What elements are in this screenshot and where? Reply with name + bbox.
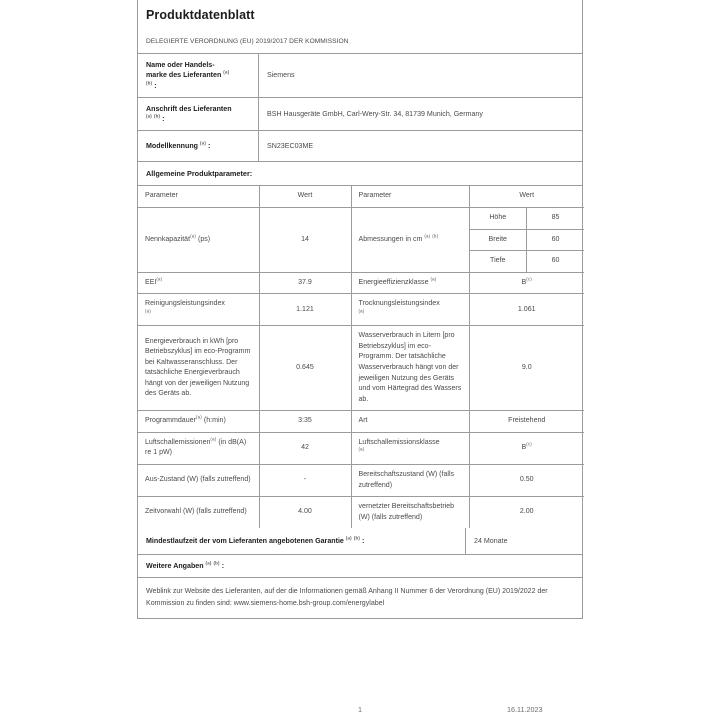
noise-emissions-label-text: Luftschallemissionen xyxy=(145,438,211,446)
dimension-name-height: Höhe xyxy=(470,208,527,229)
dimension-value-height: 85 xyxy=(527,208,585,229)
supplier-name-value: Siemens xyxy=(267,71,295,80)
footnote-marker-a: (a) xyxy=(145,308,151,314)
footnote-marker-b: (b) xyxy=(432,233,439,239)
supplier-name-label-line2: marke des Lieferanten xyxy=(146,71,222,80)
drying-index-label xyxy=(351,294,469,326)
supplier-address-label: Anschrift des Lieferanten $^{(a)}$ $^{(b)}$ : xyxy=(138,98,259,131)
dimension-name-depth: Tiefe xyxy=(470,251,527,272)
table-row-duration-type xyxy=(138,411,584,433)
general-parameters-heading: Allgemeine Produktparameter: xyxy=(138,162,582,186)
table-row-noise xyxy=(138,432,584,464)
warranty-row xyxy=(138,528,582,555)
noise-class-label xyxy=(351,432,469,464)
dimension-row-depth xyxy=(470,251,585,272)
cleaning-index-label-text: Reinigungsleistungsindex xyxy=(145,300,225,308)
off-mode-label: Aus-Zustand (W) (falls zutreffend) xyxy=(138,464,259,496)
dimension-value-depth: 60 xyxy=(551,257,560,265)
footnote-marker-b: (b) xyxy=(153,113,161,119)
networked-standby-value: 2.00 xyxy=(519,508,534,516)
eei-value: 37.9 xyxy=(259,272,351,294)
header-value-left: Wert xyxy=(259,186,351,207)
energy-consumption-value: 0.645 xyxy=(259,326,351,411)
delay-start-value: 4.00 xyxy=(259,497,351,529)
supplier-address-row xyxy=(138,98,582,132)
capacity-label xyxy=(138,207,259,272)
networked-standby-label: vernetzter Bereitschaftsbetrieb (W) (falls zutreffend) xyxy=(351,497,469,529)
noise-emissions-value: 42 xyxy=(259,432,351,464)
capacity-value: 14 xyxy=(259,207,351,272)
warranty-label: Mindestlaufzeit der vom Lieferanten angebotenen Garantie $^{(a)}$ $^{(b)}$ : xyxy=(138,528,466,554)
cleaning-index-value: 1.121 xyxy=(259,294,351,326)
warranty-value: 24 Monate xyxy=(474,537,508,546)
table-row-consumption xyxy=(138,326,584,411)
page-number: 1 xyxy=(358,705,362,714)
footnote-marker-a: (a) xyxy=(190,233,197,239)
footnote-marker-b: (b) xyxy=(213,560,220,566)
drying-index-value: 1.061 xyxy=(469,294,584,326)
table-row-indices xyxy=(138,294,584,326)
header-value-right: Wert xyxy=(469,186,584,207)
model-identifier-label: Modellkennung $^{(a)}$ : xyxy=(138,131,259,161)
energy-class-value-text: B xyxy=(521,278,527,286)
program-duration-label-text: Programmdauer xyxy=(145,417,196,425)
eei-label xyxy=(138,272,259,294)
drying-index-label-text: Trocknungsleistungsindex xyxy=(358,300,440,308)
table-row-eei-class xyxy=(138,272,584,294)
water-consumption-value: 9.0 xyxy=(469,326,584,411)
capacity-unit: (ps) xyxy=(198,235,211,243)
model-identifier-value: SN23EC03ME xyxy=(267,142,314,151)
footnote-marker-b: (b) xyxy=(146,80,153,86)
footnote-marker-c: (c) xyxy=(526,276,532,282)
footnote-marker-a: (a) xyxy=(195,414,202,420)
energy-class-value xyxy=(469,272,584,294)
dimension-row-width xyxy=(470,229,585,251)
noise-class-value xyxy=(469,432,584,464)
energy-class-label xyxy=(351,272,469,294)
footnote-marker-a: (a) xyxy=(156,276,163,282)
noise-emissions-unit: (in dB(A) re 1 pW) xyxy=(145,438,247,457)
appliance-type-value: Freistehend xyxy=(469,411,584,433)
footnote-marker-a: (a) xyxy=(146,113,152,119)
eei-label-text: EEI xyxy=(145,278,157,286)
further-info-label-text: Weitere Angaben xyxy=(146,562,204,571)
footnote-marker-a: (a) xyxy=(358,447,365,453)
footnote-marker-a: (a) xyxy=(345,535,352,541)
supplier-name-row xyxy=(138,54,582,98)
program-duration-unit: (h:min) xyxy=(203,417,226,425)
dimension-name-width: Breite xyxy=(470,229,527,251)
supplier-address-label-text: Anschrift des Lieferanten xyxy=(146,104,232,113)
dimensions-label xyxy=(351,207,469,272)
supplier-weblink-text: Weblink zur Website des Lieferanten, auf der die Informationen gemäß Anhang II Nummer 6 der Verordnung (EU) 2019/2022 der Kommission zu finden sind: www.siemens-home.bsh-group.com/energylabel xyxy=(146,588,548,607)
dimension-value-width: 60 xyxy=(527,229,585,251)
model-identifier-row xyxy=(138,131,582,162)
product-fiche-sheet xyxy=(137,0,583,619)
product-fiche-page xyxy=(137,0,583,619)
capacity-label-text: Nennkapazität xyxy=(145,235,191,243)
supplier-name-label-line1: Name oder Handels- xyxy=(146,61,215,69)
energy-class-label-text: Energieeffizienzklasse xyxy=(358,278,429,286)
appliance-type-label: Art xyxy=(351,411,469,433)
footnote-marker-a: (a) xyxy=(358,308,365,314)
header-parameter-left: Parameter xyxy=(138,186,259,207)
water-consumption-label: Wasserverbrauch in Litern [pro Betriebszyklus] im eco-Programm. Der tatsächliche Wasserverbrauch hängt von der jeweiligen Nutzung des Geräts und vom Härtegrad des Wassers ab. xyxy=(351,326,469,411)
dimensions-subtable xyxy=(470,208,585,272)
regulation-subtitle: DELEGIERTE VERORDNUNG (EU) 2019/2017 DER KOMMISSION xyxy=(138,31,582,54)
footnote-marker-a: (a) xyxy=(223,69,230,75)
noise-emissions-label xyxy=(138,432,259,464)
footnote-marker-a: (a) xyxy=(205,560,212,566)
supplier-name-label: Name oder Handels- marke des Lieferanten $^{(a)}$ $^{(b)}$ : xyxy=(138,54,259,97)
table-row-capacity-dimensions xyxy=(138,207,584,272)
program-duration-value: 3:35 xyxy=(259,411,351,433)
noise-class-value-text: B xyxy=(521,444,527,452)
document-date: 16.11.2023 xyxy=(507,705,543,714)
footnote-marker-a: (a) xyxy=(210,436,217,442)
model-identifier-label-text: Modellkennung xyxy=(146,142,199,151)
dimensions-label-text: Abmessungen in cm xyxy=(358,235,423,243)
footnote-marker-a: (a) xyxy=(200,140,206,146)
footnote-marker-a: (a) xyxy=(430,276,437,282)
parameters-table xyxy=(138,186,584,528)
supplier-address-value: BSH Hausgeräte GmbH, Carl-Wery-Str. 34, 81739 Munich, Germany xyxy=(267,110,483,119)
noise-class-label-text: Luftschallemissionsklasse xyxy=(358,438,440,446)
off-mode-value: - xyxy=(259,464,351,496)
footnote-marker-c: (c) xyxy=(526,441,532,447)
program-duration-label xyxy=(138,411,259,433)
table-row-delay-networked xyxy=(138,497,584,529)
footnote-marker-b: (b) xyxy=(353,535,361,541)
dimensions-values xyxy=(469,207,584,272)
energy-consumption-label: Energieverbrauch in kWh [pro Betriebszyklus] im eco-Programm bei Kaltwasseranschluss. Der tatsächliche Energieverbrauch hängt von der jeweiligen Nutzung des Geräts ab. xyxy=(138,326,259,411)
warranty-label-text: Mindestlaufzeit der vom Lieferanten angebotenen Garantie xyxy=(146,537,344,546)
delay-start-label: Zeitvorwahl (W) (falls zutreffend) xyxy=(138,497,259,529)
header-parameter-right: Parameter xyxy=(351,186,469,207)
table-row-off-standby xyxy=(138,464,584,496)
table-header-row xyxy=(138,186,584,207)
further-info-heading: Weitere Angaben $^{(a)}$ $^{(b)}$ : xyxy=(138,555,582,578)
standby-mode-value: 0.50 xyxy=(469,464,584,496)
standby-mode-label: Bereitschaftszustand (W) (falls zutreffend) xyxy=(351,464,469,496)
cleaning-index-label xyxy=(138,294,259,326)
dimension-row-height xyxy=(470,208,585,229)
footnote-marker-a: (a) xyxy=(424,233,431,239)
page-title: Produktdatenblatt xyxy=(146,8,255,22)
